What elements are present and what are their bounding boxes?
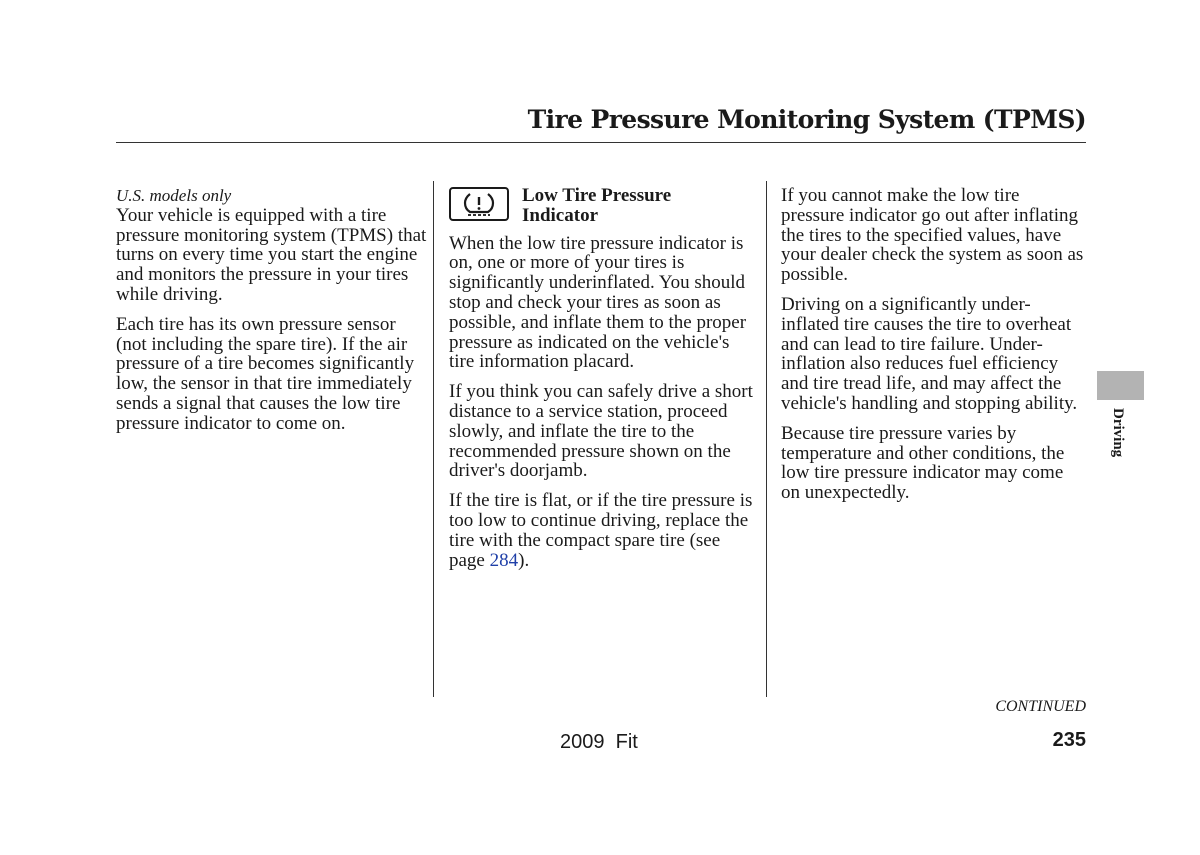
paragraph-text: If the tire is flat, or if the tire pressure is too low to continue driving, replace the tire with the compact spare tire (see page (449, 490, 753, 571)
column-3 (781, 186, 1086, 513)
paragraph-text: ). (518, 549, 530, 571)
models-note: U.S. models only (116, 186, 232, 205)
section-tab-label: Driving (1110, 408, 1126, 458)
continued-note: CONTINUED (995, 698, 1086, 715)
indicator-title: Low Tire Pressure Indicator (522, 185, 672, 226)
section-tab (1097, 371, 1144, 400)
paragraph: Each tire has its own pressure sensor (not including the spare tire). If the air pressure of a tire becomes significantly low, the sensor in that tire immediately sends a signal that causes the low tire pressure indicator to come on. (116, 313, 415, 434)
column-divider (433, 181, 434, 697)
indicator-heading (449, 186, 759, 226)
footer-model: 2009 Fit (560, 731, 638, 753)
paragraph: If you think you can safely drive a short distance to a service station, proceed slowly, and inflate the tire to the recommended pressure shown on the driver's doorjamb. (449, 381, 753, 482)
paragraph (449, 491, 759, 570)
paragraph: If you cannot make the low tire pressure indicator go out after inflating the tires to the specified values, have your dealer check the system as soon as possible. (781, 185, 1084, 286)
low-tire-pressure-indicator-icon (449, 187, 509, 221)
paragraph: When the low tire pressure indicator is on, one or more of your tires is significantly underinflated. You should stop and check your tires as soon as possible, and inflate them to the proper pressure as indicated on the vehicle's tire information placard. (449, 232, 747, 373)
column-divider (766, 181, 767, 697)
paragraph: Because tire pressure varies by temperature and other conditions, the low tire pressure indicator may come on unexpectedly. (781, 422, 1065, 504)
page-link[interactable]: 284 (489, 549, 519, 571)
page-title: Tire Pressure Monitoring System (TPMS) (527, 105, 1086, 134)
title-rule (116, 142, 1086, 143)
column-2 (449, 186, 759, 580)
paragraph: Driving on a significantly under-inflated tire causes the tire to overheat and can lead to tire failure. Under-inflation also reduces fuel efficiency and tire tread life, and may affect the vehicle's handling and stopping ability. (781, 293, 1078, 414)
column-1 (116, 186, 428, 444)
page-number: 235 (1052, 729, 1086, 751)
paragraph: Your vehicle is equipped with a tire pressure monitoring system (TPMS) that turns on every time you start the engine and monitors the pressure in your tires while driving. (116, 204, 427, 305)
